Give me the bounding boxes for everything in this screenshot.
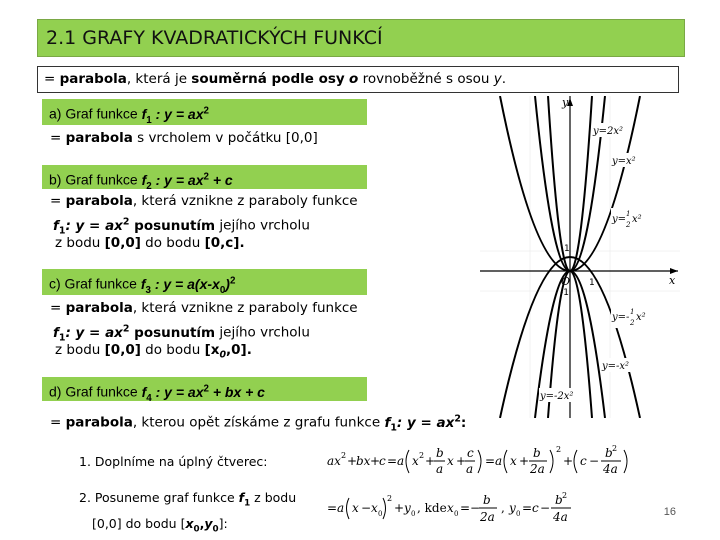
section-d-label (42, 377, 367, 404)
label-tail: ) (225, 275, 230, 292)
svg-text:2: 2 (562, 491, 568, 500)
formula-vertex (325, 490, 585, 532)
line-eq: = (50, 130, 66, 146)
label-formula: : y = ax (151, 383, 204, 400)
origin-label: O (561, 275, 571, 288)
svg-text:0: 0 (378, 510, 383, 518)
label-f: f (141, 171, 147, 188)
label-y-neg-x2: y=-x² (602, 361, 630, 372)
svg-text:b: b (533, 446, 541, 460)
line-b1: [0,0] (104, 235, 141, 251)
svg-text:2: 2 (341, 451, 347, 460)
line-f: f (53, 217, 59, 234)
def-eq: = (44, 71, 60, 87)
svg-text:b: b (483, 493, 491, 507)
line-bold: parabola (65, 193, 133, 209)
label-pow: 2 (203, 105, 209, 116)
label-y-neghalf-num: 1 (630, 308, 635, 316)
line-text: , která vznikne z paraboly funkce (132, 300, 358, 316)
line-b2a: [x (204, 342, 220, 358)
label-y-neghalf-b: x² (636, 312, 646, 323)
step-1 (79, 452, 268, 472)
definition-box (37, 66, 679, 93)
svg-text:=: = (522, 501, 533, 515)
line-pow: 2 (454, 413, 461, 424)
def-axis-y: y (493, 71, 502, 87)
svg-text:,: , (501, 501, 505, 515)
section-c-label (42, 269, 367, 295)
line-end: . (239, 235, 245, 251)
step-text: 1. Doplníme na úplný čtverec: (79, 454, 268, 469)
svg-text:y: y (404, 501, 411, 515)
svg-text:2: 2 (387, 494, 393, 503)
svg-text:+: + (425, 454, 436, 468)
line-bold: parabola (65, 130, 133, 146)
svg-text:2: 2 (419, 451, 425, 460)
step-sub: 1 (244, 498, 251, 509)
line-end: : (460, 414, 467, 431)
step-ysub: 0 (212, 524, 219, 534)
svg-text:0: 0 (411, 510, 416, 518)
svg-text:a: a (466, 462, 474, 476)
step-y: y (204, 515, 213, 531)
label-f: f (141, 105, 147, 122)
svg-text:c: c (379, 454, 386, 468)
label-text: d) Graf funkce (49, 383, 142, 400)
svg-text:=: = (387, 454, 398, 468)
svg-text:x: x (447, 501, 454, 515)
line-f: f (53, 324, 59, 341)
line-text: s vrcholem v počátku [0,0] (132, 130, 318, 146)
label-y-half-b: x² (632, 214, 642, 225)
svg-text:0: 0 (454, 510, 459, 518)
step-text2: z bodu (250, 490, 297, 505)
svg-text:x: x (371, 501, 378, 515)
y-one-label: 1 (564, 244, 570, 254)
line-eq: = (50, 300, 66, 316)
label-sub: 3 (145, 284, 151, 296)
line-end: . (246, 342, 252, 358)
line-formula: : y = ax (396, 414, 455, 431)
step-comma: , (199, 515, 205, 531)
line-b1: [0,0] (104, 342, 141, 358)
svg-text:c: c (532, 501, 539, 515)
label-tail: + bx + c (208, 383, 265, 400)
line-eq: = (50, 414, 66, 431)
svg-text:x: x (510, 454, 517, 468)
line-pow: 2 (122, 216, 130, 227)
svg-text:a: a (436, 462, 444, 476)
line-b2b: ,0] (226, 342, 247, 358)
svg-text:y: y (509, 501, 516, 515)
svg-text:b: b (555, 493, 563, 507)
label-y-half-den: 2 (626, 221, 631, 229)
section-c-line-3 (55, 340, 252, 366)
label-text: a) Graf funkce (49, 105, 142, 122)
def-axis-o: o (349, 71, 359, 87)
svg-text:0: 0 (516, 510, 521, 518)
svg-text:x: x (352, 501, 359, 515)
page-title: 2.1 GRAFY KVADRATICKÝCH FUNKCÍ (37, 19, 685, 57)
svg-text:+: + (394, 501, 405, 515)
line-sub: 1 (390, 422, 397, 434)
step-f: f (238, 490, 245, 505)
label-formula: : y = ax (151, 171, 204, 188)
line-bold: parabola (65, 414, 133, 431)
x-axis-label: x (669, 274, 676, 287)
svg-text:−: − (470, 501, 481, 515)
def-parabola: parabola (59, 71, 127, 87)
svg-text:4a: 4a (603, 462, 618, 476)
label-x0sub: 0 (219, 284, 226, 296)
svg-text:ax: ax (327, 454, 341, 468)
step-text: 2. Posuneme graf funkce (79, 490, 239, 505)
line-bold2: posunutím (129, 324, 216, 341)
line-text: , která vznikne z paraboly funkce (132, 193, 358, 209)
svg-text:+: + (370, 454, 381, 468)
label-pow: 2 (229, 275, 236, 286)
label-y-half-num: 1 (626, 210, 631, 218)
page-number: 16 (663, 506, 676, 518)
svg-text:=: = (485, 454, 496, 468)
svg-text:+: + (563, 454, 574, 468)
svg-text:+: + (347, 454, 358, 468)
label-sub: 1 (146, 114, 152, 126)
svg-text:c: c (467, 446, 474, 460)
label-y-half-a: y= (612, 214, 627, 225)
section-a-label (42, 99, 367, 125)
svg-text:, kde: , kde (417, 501, 447, 515)
svg-text:+: + (519, 454, 530, 468)
svg-text:bx: bx (356, 454, 371, 468)
label-y-neg-2x2: y=-2x² (540, 391, 574, 402)
line-formula: : y = ax (65, 217, 123, 234)
y-minus-one-label: -1 (560, 288, 569, 298)
line-mid: do bodu (140, 235, 205, 251)
step-line2a: [0,0] do bodu [ (92, 515, 186, 531)
svg-text:b: b (605, 446, 613, 460)
y-axis-label: y (562, 96, 569, 109)
section-c-line-1 (50, 298, 358, 318)
label-f: f (141, 383, 147, 400)
step-line2b: ]: (218, 515, 228, 531)
svg-text:x: x (412, 454, 419, 468)
line-text: z bodu (55, 235, 105, 251)
svg-text:c: c (580, 454, 587, 468)
def-end: . (501, 71, 507, 87)
label-y-2x2: y=2x² (593, 126, 624, 137)
line-text: jejího vrcholu (215, 217, 310, 234)
label-y-x2: y=x² (612, 156, 636, 167)
svg-text:4a: 4a (553, 510, 568, 524)
section-a-line-1 (50, 128, 318, 148)
label-y-neghalf-den: 2 (630, 319, 635, 327)
label-text: b) Graf funkce (49, 171, 142, 188)
line-f: f (384, 414, 391, 431)
line-text: , kterou opět získáme z grafu funkce (132, 414, 385, 431)
def-rest2: rovnoběžné s osou (358, 71, 494, 87)
svg-text:2a: 2a (480, 510, 495, 524)
line-sub: 1 (58, 332, 66, 344)
section-d-line-1 (50, 409, 466, 438)
label-formula: : y = ax (151, 105, 204, 122)
line-b2: [0,c] (204, 235, 240, 251)
step-xsub: 0 (193, 524, 200, 534)
def-bold: souměrná podle osy (191, 71, 345, 87)
line-sub: 1 (58, 225, 66, 237)
step-x: x (185, 515, 194, 531)
svg-text:2: 2 (556, 445, 562, 454)
def-rest1: , která je (126, 71, 192, 87)
line-bold2: posunutím (129, 217, 216, 234)
section-b-line-1 (50, 191, 358, 211)
label-sub: 2 (146, 180, 152, 192)
line-eq: = (50, 193, 66, 209)
step-2 (79, 488, 296, 539)
label-formula: : y = a(x-x (150, 275, 220, 292)
svg-text:a: a (495, 454, 503, 468)
line-text: z bodu (55, 342, 105, 358)
line-pow: 2 (122, 323, 130, 334)
svg-text:b: b (436, 446, 444, 460)
svg-text:2a: 2a (530, 462, 545, 476)
label-pow: 2 (203, 383, 209, 394)
svg-text:=: = (327, 501, 338, 515)
svg-text:−: − (589, 454, 600, 468)
label-y-neghalf-a: y=- (612, 312, 630, 323)
svg-text:x: x (447, 454, 454, 468)
label-sub: 4 (146, 392, 152, 404)
parabola-graph (480, 96, 680, 418)
svg-text:a: a (397, 454, 405, 468)
svg-text:+: + (456, 454, 467, 468)
label-tail: + c (208, 171, 233, 188)
line-formula: : y = ax (65, 324, 123, 341)
svg-text:2: 2 (612, 444, 618, 453)
svg-text:a: a (337, 501, 345, 515)
formula-complete-square (325, 440, 655, 482)
section-b-line-3 (55, 233, 245, 253)
line-b2sub: 0 (219, 349, 227, 361)
svg-text:=: = (460, 501, 471, 515)
svg-text:−: − (540, 501, 551, 515)
line-text: jejího vrcholu (215, 324, 310, 341)
line-bold: parabola (65, 300, 133, 316)
x-one-label: 1 (589, 278, 595, 288)
label-f: f (140, 275, 146, 292)
svg-text:−: − (361, 501, 372, 515)
section-b-label (42, 165, 367, 192)
line-mid: do bodu (140, 342, 205, 358)
label-text: c) Graf funkce (49, 275, 141, 292)
label-pow: 2 (203, 171, 209, 182)
